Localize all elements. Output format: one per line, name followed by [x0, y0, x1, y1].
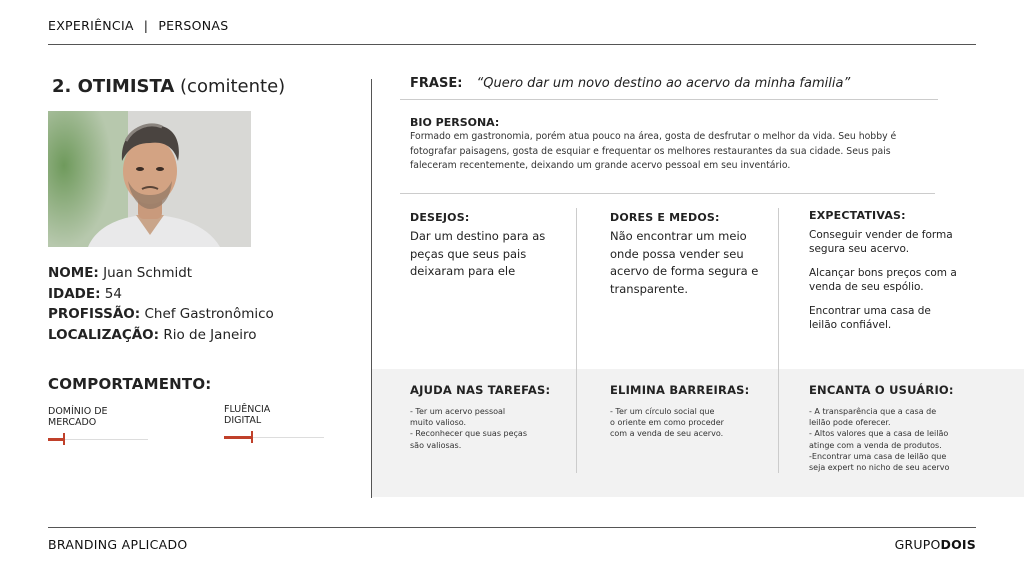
desejos-title: DESEJOS: — [410, 211, 470, 224]
ajuda-text — [410, 406, 565, 451]
expectativa-item: Encontrar uma casa de leilão confiável. — [809, 305, 931, 331]
dores-section — [610, 211, 760, 298]
ajuda-line: muito valioso. — [410, 418, 467, 428]
bio-title: BIO PERSONA: — [410, 116, 500, 129]
info-localizacao-label: LOCALIZAÇÃO: — [48, 326, 160, 343]
elimina-line: o oriente em como proceder — [610, 418, 724, 428]
ajuda-title: AJUDA NAS TAREFAS: — [410, 383, 551, 397]
header-breadcrumb — [48, 18, 228, 33]
info-nome-value: Juan Schmidt — [98, 265, 193, 281]
frase-label: FRASE: — [410, 76, 463, 91]
meter-marker — [251, 431, 253, 443]
footer-rule — [48, 527, 976, 528]
header-rule — [48, 44, 976, 45]
info-idade — [48, 284, 274, 305]
encanta-title: ENCANTA O USUÁRIO: — [809, 383, 954, 397]
info-profissao — [48, 304, 274, 325]
info-nome — [48, 263, 274, 284]
meter-marker — [63, 433, 65, 445]
dores-title: DORES E MEDOS: — [610, 211, 720, 224]
grid-divider-2 — [778, 208, 779, 473]
info-localizacao-value: Rio de Janeiro — [159, 326, 257, 343]
ajuda-section — [410, 383, 565, 451]
ajuda-line: são valiosas. — [410, 440, 462, 450]
meter-label-line2: DIGITAL — [224, 414, 262, 426]
persona-info — [48, 263, 274, 345]
encanta-line: - A transparência que a casa de — [809, 407, 937, 416]
meter-label-line2: MERCADO — [48, 416, 97, 428]
info-nome-label: NOME: — [48, 265, 99, 281]
info-localizacao — [48, 325, 274, 346]
encanta-line: - Altos valores que a casa de leilão — [809, 429, 949, 439]
header-section: EXPERIÊNCIA — [48, 18, 134, 33]
meter-fluencia-digital — [224, 405, 324, 426]
meter-label-line1: DOMÍNIO DE — [48, 406, 108, 417]
expectativas-section — [809, 209, 959, 332]
expectativa-item: Conseguir vender de forma segura seu acervo. — [809, 229, 953, 255]
encanta-text — [809, 406, 984, 473]
encanta-section — [809, 383, 984, 473]
encanta-line: leilão pode oferecer. — [809, 418, 891, 428]
header-separator: | — [143, 18, 149, 33]
elimina-section — [610, 383, 770, 440]
frase-rule — [400, 99, 938, 100]
grid-divider-1 — [576, 208, 577, 473]
elimina-line: com a venda de seu acervo. — [610, 429, 724, 439]
comportamento-title: COMPORTAMENTO: — [48, 375, 212, 393]
footer-label: BRANDING APLICADO — [48, 537, 188, 552]
expectativa-item: Alcançar bons preços com a venda de seu espólio. — [809, 267, 957, 293]
desejos-section — [410, 211, 560, 281]
ajuda-line: - Ter um acervo pessoal — [410, 407, 506, 416]
frase-quote: “Quero dar um novo destino ao acervo da minha familia” — [476, 76, 851, 91]
expectativas-list — [809, 228, 959, 332]
expectativas-title: EXPECTATIVAS: — [809, 209, 906, 222]
persona-title — [52, 76, 285, 97]
info-profissao-label: PROFISSÃO: — [48, 306, 141, 322]
meter-dominio-mercado — [48, 407, 148, 428]
bio-text: Formado em gastronomia, porém atua pouco na área, gosta de desfrutar o melhor da vida. Seu hobby é fotografar paisagens, gosta de esquiar e frequentar os melhores restaurantes da sua cidade. Seus pais faleceram recentemente, deixando um grande acervo pessoal em seu inventário. — [410, 131, 897, 171]
elimina-text — [610, 406, 770, 440]
encanta-line: -Encontrar uma casa de leilão que — [809, 451, 947, 461]
elimina-line: - Ter um círculo social que — [610, 407, 715, 416]
brand-logo — [895, 537, 976, 552]
elimina-title: ELIMINA BARREIRAS: — [610, 383, 750, 397]
brand-light: GRUPO — [894, 537, 941, 552]
encanta-line: seja expert no nicho de seu acervo — [809, 463, 950, 473]
persona-name: 2. OTIMISTA — [52, 76, 175, 97]
brand-bold: DOIS — [940, 537, 976, 552]
desejos-text: Dar um destino para as peças que seus pais deixaram para ele — [410, 229, 546, 278]
dores-text: Não encontrar um meio onde possa vender seu acervo de forma segura e transparente. — [610, 229, 759, 296]
header-page: PERSONAS — [158, 18, 229, 33]
info-idade-label: IDADE: — [48, 285, 101, 302]
persona-photo — [48, 111, 251, 247]
portrait-illustration — [48, 111, 251, 247]
ajuda-line: - Reconhecer que suas peças — [410, 429, 527, 439]
meter-fill — [224, 436, 253, 439]
info-profissao-value: Chef Gastronômico — [140, 306, 274, 322]
persona-subtitle: (comitente) — [180, 76, 286, 97]
frase — [410, 76, 850, 91]
encanta-line: atinge com a venda de produtos. — [809, 440, 942, 450]
info-idade-value: 54 — [100, 285, 122, 302]
meter-label-line1: FLUÊNCIA — [224, 404, 271, 415]
bio-rule — [400, 193, 935, 194]
